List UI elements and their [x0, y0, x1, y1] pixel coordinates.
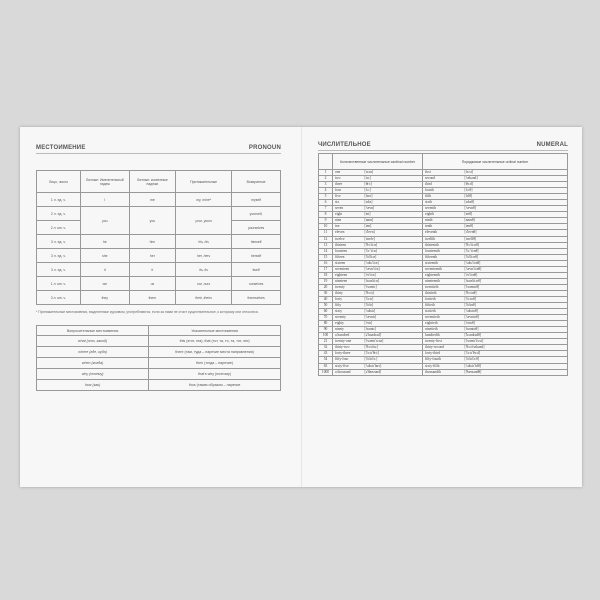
- table-row: [37, 369, 281, 380]
- cardinal-word-cell: twenty-one: [333, 339, 363, 345]
- table-row: [37, 358, 281, 369]
- ordinal-transcription-cell: ['fɔː'tiːnθ]: [463, 248, 568, 254]
- cardinal-word-cell: fifteen: [333, 254, 363, 260]
- ordinal-transcription-cell: [sɪksθ]: [463, 200, 568, 206]
- table-row: [37, 277, 281, 291]
- cardinal-transcription-cell: [naɪn]: [363, 218, 423, 224]
- number-cell: 43: [319, 351, 333, 357]
- nominative-cell: she: [80, 249, 129, 263]
- pronoun-table: [36, 170, 281, 305]
- number-cell: 3: [319, 182, 333, 188]
- ordinal-word-cell: fourteenth: [423, 248, 463, 254]
- cardinal-transcription-cell: [ə'θaʊzənd]: [363, 369, 423, 375]
- demonstrative-cell: then (тогда – наречие): [149, 358, 281, 369]
- ordinal-word-cell: third: [423, 182, 463, 188]
- table-row: [37, 249, 281, 263]
- number-cell: 90: [319, 327, 333, 333]
- cardinal-word-cell: a thousand: [333, 369, 363, 375]
- nominative-cell: we: [80, 277, 129, 291]
- table-row: [37, 235, 281, 249]
- person-cell: 3 л. ед. ч.: [37, 235, 81, 249]
- cardinal-transcription-cell: ['naɪntɪ]: [363, 327, 423, 333]
- ordinal-transcription-cell: ['sekənd]: [463, 176, 568, 182]
- oblique-cell: you: [129, 207, 175, 235]
- cardinal-word-cell: fourteen: [333, 248, 363, 254]
- notebook-spread: [20, 127, 582, 487]
- oblique-cell: her: [129, 249, 175, 263]
- ordinal-word-cell: first: [423, 170, 463, 176]
- ordinal-transcription-cell: ['θaʊzəndθ]: [463, 369, 568, 375]
- ordinal-word-cell: eighth: [423, 212, 463, 218]
- ordinal-word-cell: thirteenth: [423, 242, 463, 248]
- possessive-cell: their, theirs: [176, 291, 232, 305]
- nominative-cell: he: [80, 235, 129, 249]
- reflexive-cell: myself: [232, 193, 281, 207]
- cardinal-word-cell: eighteen: [333, 272, 363, 278]
- cardinal-word-cell: thirteen: [333, 242, 363, 248]
- cardinal-transcription-cell: [tuː]: [363, 176, 423, 182]
- ordinal-transcription-cell: ['sevntɪɪθ]: [463, 315, 568, 321]
- ordinal-transcription-cell: ['naɪntɪɪθ]: [463, 327, 568, 333]
- number-cell: 18: [319, 272, 333, 278]
- ordinal-word-cell: sixty-fifth: [423, 363, 463, 369]
- cardinal-word-cell: fifty: [333, 303, 363, 309]
- interrogative-cell: how (как): [37, 380, 149, 391]
- cardinal-word-cell: eighty: [333, 321, 363, 327]
- ordinal-transcription-cell: [tenθ]: [463, 224, 568, 230]
- number-cell: 5: [319, 194, 333, 200]
- cardinal-word-cell: four: [333, 188, 363, 194]
- cardinal-word-cell: twelve: [333, 236, 363, 242]
- table-row: [37, 263, 281, 277]
- header-person: Лицо, число: [37, 171, 81, 193]
- ordinal-transcription-cell: ['sɪkstɪ'fɪfθ]: [463, 363, 568, 369]
- ordinal-word-cell: fifty-fourth: [423, 357, 463, 363]
- cardinal-word-cell: sixty-five: [333, 363, 363, 369]
- cardinal-transcription-cell: ['fɔː'tiːn]: [363, 248, 423, 254]
- pronoun-heading: [36, 145, 281, 154]
- number-cell: 40: [319, 296, 333, 302]
- ordinal-word-cell: nineteenth: [423, 278, 463, 284]
- ordinal-word-cell: fifth: [423, 194, 463, 200]
- header-oblique: Личные: косвенные падежи: [129, 171, 175, 193]
- cardinal-word-cell: seventeen: [333, 266, 363, 272]
- number-cell: 100: [319, 333, 333, 339]
- cardinal-transcription-cell: [θriː]: [363, 182, 423, 188]
- ordinal-word-cell: thirtieth: [423, 290, 463, 296]
- cardinal-word-cell: ninety: [333, 327, 363, 333]
- ordinal-transcription-cell: [naɪnθ]: [463, 218, 568, 224]
- reflexive-cell: himself: [232, 235, 281, 249]
- demonstrative-cell: this (этот, эта); that (тот, та, то, та, тот, эти): [149, 336, 281, 347]
- ordinal-word-cell: twelfth: [423, 236, 463, 242]
- ordinal-transcription-cell: ['sɪks'tiːnθ]: [463, 260, 568, 266]
- number-cell: 12: [319, 236, 333, 242]
- possessive-cell: his, his: [176, 235, 232, 249]
- possessive-cell: my, mine*: [176, 193, 232, 207]
- cardinal-word-cell: twenty: [333, 284, 363, 290]
- number-cell: 54: [319, 357, 333, 363]
- cardinal-transcription-cell: [ɪ'levn]: [363, 230, 423, 236]
- number-cell: 60: [319, 309, 333, 315]
- cardinal-word-cell: six: [333, 200, 363, 206]
- cardinal-transcription-cell: [sɪks]: [363, 200, 423, 206]
- oblique-cell: it: [129, 263, 175, 277]
- cardinal-transcription-cell: ['twentɪ]: [363, 284, 423, 290]
- ordinal-word-cell: twentieth: [423, 284, 463, 290]
- cardinal-transcription-cell: ['fɔːtɪ]: [363, 296, 423, 302]
- person-cell: 3 л. ед. ч.: [37, 263, 81, 277]
- cardinal-transcription-cell: ['fɪf'tiːn]: [363, 254, 423, 260]
- cardinal-transcription-cell: ['eɪtɪ]: [363, 321, 423, 327]
- number-cell: 70: [319, 315, 333, 321]
- number-cell: 1000: [319, 369, 333, 375]
- number-cell: 16: [319, 260, 333, 266]
- cardinal-transcription-cell: ['fɔːtɪ'θriː]: [363, 351, 423, 357]
- reflexive-cell: itself: [232, 263, 281, 277]
- cardinal-transcription-cell: [fɔː]: [363, 188, 423, 194]
- ordinal-transcription-cell: [twelfθ]: [463, 236, 568, 242]
- number-cell: 80: [319, 321, 333, 327]
- table-row: [37, 291, 281, 305]
- demonstrative-cell: that's why (поэтому): [149, 369, 281, 380]
- number-cell: 32: [319, 345, 333, 351]
- ordinal-transcription-cell: ['sɪkstɪɪθ]: [463, 309, 568, 315]
- cardinal-transcription-cell: ['θɜː'tiːn]: [363, 242, 423, 248]
- ordinal-word-cell: thirty-second: [423, 345, 463, 351]
- number-cell: 21: [319, 339, 333, 345]
- header-nominative: Личные: Именительный падеж: [80, 171, 129, 193]
- ordinal-transcription-cell: [ɪ'levnθ]: [463, 230, 568, 236]
- number-cell: 8: [319, 212, 333, 218]
- table-row: [37, 193, 281, 207]
- person-cell: 3 л. мн. ч.: [37, 291, 81, 305]
- ordinal-word-cell: fourth: [423, 188, 463, 194]
- header-reflexive: Возвратные: [232, 171, 281, 193]
- ordinal-word-cell: seventeenth: [423, 266, 463, 272]
- numeral-title-en: NUMERAL: [536, 142, 568, 148]
- ordinal-transcription-cell: ['fɔːtɪɪθ]: [463, 296, 568, 302]
- cardinal-word-cell: sixty: [333, 309, 363, 315]
- ordinal-word-cell: twenty-first: [423, 339, 463, 345]
- ordinal-word-cell: sixtieth: [423, 309, 463, 315]
- cardinal-transcription-cell: ['naɪn'tiːn]: [363, 278, 423, 284]
- reflexive-cell: themselves: [232, 291, 281, 305]
- demonstrative-cell: there (там, туда – наречие места направления): [149, 347, 281, 358]
- reflexive-cell: herself: [232, 249, 281, 263]
- cardinal-transcription-cell: ['sɪkstɪ'faɪv]: [363, 363, 423, 369]
- person-cell: 1 л. ед. ч.: [37, 193, 81, 207]
- number-cell: 7: [319, 206, 333, 212]
- oblique-cell: us: [129, 277, 175, 291]
- ordinal-transcription-cell: [fɔːθ]: [463, 188, 568, 194]
- cardinal-transcription-cell: ['sɪkstɪ]: [363, 309, 423, 315]
- ordinal-transcription-cell: ['naɪn'tiːnθ]: [463, 278, 568, 284]
- cardinal-word-cell: two: [333, 176, 363, 182]
- number-cell: 30: [319, 290, 333, 296]
- cardinal-transcription-cell: ['θɜːtɪ'tuː]: [363, 345, 423, 351]
- ordinal-word-cell: hundredth: [423, 333, 463, 339]
- numeral-title-ru: ЧИСЛИТЕЛЬНОЕ: [318, 142, 371, 148]
- question-header-row: [37, 326, 281, 336]
- ordinal-transcription-cell: ['fɪftɪɪθ]: [463, 303, 568, 309]
- ordinal-word-cell: fortieth: [423, 296, 463, 302]
- cardinal-word-cell: forty-three: [333, 351, 363, 357]
- cardinal-word-cell: nineteen: [333, 278, 363, 284]
- number-cell: 14: [319, 248, 333, 254]
- ordinal-word-cell: ninetieth: [423, 327, 463, 333]
- ordinal-transcription-cell: ['twentɪɪθ]: [463, 284, 568, 290]
- cardinal-transcription-cell: [twelv]: [363, 236, 423, 242]
- numeral-table-body: [319, 170, 568, 376]
- reflexive-cell: yourselves: [232, 221, 281, 235]
- cardinal-word-cell: one: [333, 170, 363, 176]
- cardinal-word-cell: a hundred: [333, 333, 363, 339]
- reflexive-cell: ourselves: [232, 277, 281, 291]
- oblique-cell: me: [129, 193, 175, 207]
- ordinal-transcription-cell: ['fɪftɪ'fɔːθ]: [463, 357, 568, 363]
- number-cell: 6: [319, 200, 333, 206]
- nominative-cell: they: [80, 291, 129, 305]
- ordinal-word-cell: forty-third: [423, 351, 463, 357]
- numeral-table: [318, 153, 568, 376]
- person-cell: 1 л. мн. ч.: [37, 277, 81, 291]
- ordinal-transcription-cell: ['eɪ'tiːnθ]: [463, 272, 568, 278]
- ordinal-transcription-cell: [eɪtθ]: [463, 212, 568, 218]
- cardinal-transcription-cell: [ten]: [363, 224, 423, 230]
- table-row: [37, 380, 281, 391]
- header-possessive: Притяжательные: [176, 171, 232, 193]
- possessive-cell: her, hers: [176, 249, 232, 263]
- cardinal-transcription-cell: ['sevn'tiːn]: [363, 266, 423, 272]
- header-cardinal: Количественные числительные cardinal number: [333, 154, 423, 170]
- ordinal-word-cell: fifteenth: [423, 254, 463, 260]
- header-number: [319, 154, 333, 170]
- right-page: [318, 142, 568, 376]
- number-cell: 2: [319, 176, 333, 182]
- demonstrative-cell: thus (таким образом – наречие: [149, 380, 281, 391]
- interrogative-cell: where (где, куда): [37, 347, 149, 358]
- cardinal-transcription-cell: ['sevn]: [363, 206, 423, 212]
- number-cell: 9: [319, 218, 333, 224]
- ordinal-transcription-cell: ['eɪtɪɪθ]: [463, 321, 568, 327]
- number-cell: 17: [319, 266, 333, 272]
- cardinal-word-cell: nine: [333, 218, 363, 224]
- number-cell: 10: [319, 224, 333, 230]
- reflexive-cell: yourself,: [232, 207, 281, 221]
- cardinal-word-cell: fifty-four: [333, 357, 363, 363]
- question-demonstrative-table: [36, 325, 281, 391]
- ordinal-transcription-cell: ['twentɪ'fɜːst]: [463, 339, 568, 345]
- pronoun-title-ru: МЕСТОИМЕНИЕ: [36, 145, 86, 151]
- cardinal-transcription-cell: ['sɪks'tiːn]: [363, 260, 423, 266]
- ordinal-transcription-cell: ['θɜː'tiːnθ]: [463, 242, 568, 248]
- number-cell: 19: [319, 278, 333, 284]
- cardinal-transcription-cell: [eɪt]: [363, 212, 423, 218]
- person-cell: 2 л. мн. ч.: [37, 221, 81, 235]
- numeral-heading: [318, 142, 568, 151]
- cardinal-transcription-cell: [ə'hʌndrəd]: [363, 333, 423, 339]
- header-interrogative: Вопросительные местоимения: [37, 326, 149, 336]
- cardinal-word-cell: seventy: [333, 315, 363, 321]
- cardinal-transcription-cell: ['eɪ'tiːn]: [363, 272, 423, 278]
- number-cell: 13: [319, 242, 333, 248]
- cardinal-transcription-cell: ['twentɪ'wʌn]: [363, 339, 423, 345]
- cardinal-word-cell: forty: [333, 296, 363, 302]
- possessive-cell: your, yours: [176, 207, 232, 235]
- ordinal-transcription-cell: ['θɜːtɪ'sekənd]: [463, 345, 568, 351]
- left-page: [36, 145, 281, 391]
- cardinal-word-cell: thirty: [333, 290, 363, 296]
- ordinal-transcription-cell: [fɪfθ]: [463, 194, 568, 200]
- ordinal-word-cell: second: [423, 176, 463, 182]
- cardinal-word-cell: five: [333, 194, 363, 200]
- ordinal-transcription-cell: ['fɔːtɪ'θɜːd]: [463, 351, 568, 357]
- possessive-cell: our, ours: [176, 277, 232, 291]
- cardinal-word-cell: ten: [333, 224, 363, 230]
- possessive-cell: its, its: [176, 263, 232, 277]
- interrogative-cell: what (что, какой): [37, 336, 149, 347]
- pronoun-header-row: [37, 171, 281, 193]
- ordinal-word-cell: seventieth: [423, 315, 463, 321]
- cardinal-transcription-cell: ['fɪftɪ]: [363, 303, 423, 309]
- person-cell: 3 л. ед. ч.: [37, 249, 81, 263]
- cardinal-word-cell: thirty-two: [333, 345, 363, 351]
- number-cell: 65: [319, 363, 333, 369]
- ordinal-transcription-cell: ['sevn'tiːnθ]: [463, 266, 568, 272]
- ordinal-word-cell: tenth: [423, 224, 463, 230]
- ordinal-word-cell: fiftieth: [423, 303, 463, 309]
- ordinal-word-cell: sixteenth: [423, 260, 463, 266]
- header-demonstrative: Указательные местоимения: [149, 326, 281, 336]
- numeral-header-row: [319, 154, 568, 170]
- number-cell: 1: [319, 170, 333, 176]
- pronoun-title-en: PRONOUN: [248, 145, 281, 151]
- cardinal-transcription-cell: [wʌn]: [363, 170, 423, 176]
- cardinal-word-cell: seven: [333, 206, 363, 212]
- oblique-cell: him: [129, 235, 175, 249]
- table-row: [319, 369, 568, 375]
- ordinal-word-cell: thousandth: [423, 369, 463, 375]
- cardinal-word-cell: eight: [333, 212, 363, 218]
- ordinal-transcription-cell: ['θɜːtɪɪθ]: [463, 290, 568, 296]
- page-gutter: [301, 127, 302, 487]
- ordinal-transcription-cell: [fɜːst]: [463, 170, 568, 176]
- cardinal-word-cell: three: [333, 182, 363, 188]
- number-cell: 11: [319, 230, 333, 236]
- ordinal-word-cell: ninth: [423, 218, 463, 224]
- ordinal-word-cell: sixth: [423, 200, 463, 206]
- header-ordinal: Порядковые числительные ordinal number: [423, 154, 568, 170]
- number-cell: 15: [319, 254, 333, 260]
- cardinal-word-cell: eleven: [333, 230, 363, 236]
- nominative-cell: I: [80, 193, 129, 207]
- ordinal-word-cell: eleventh: [423, 230, 463, 236]
- ordinal-word-cell: eighteenth: [423, 272, 463, 278]
- person-cell: 2 л. ед. ч.: [37, 207, 81, 221]
- cardinal-word-cell: sixteen: [333, 260, 363, 266]
- ordinal-transcription-cell: ['fɪf'tiːnθ]: [463, 254, 568, 260]
- cardinal-transcription-cell: ['fɪftɪ'fɔː]: [363, 357, 423, 363]
- number-cell: 4: [319, 188, 333, 194]
- ordinal-word-cell: seventh: [423, 206, 463, 212]
- number-cell: 20: [319, 284, 333, 290]
- cardinal-transcription-cell: ['θɜːtɪ]: [363, 290, 423, 296]
- nominative-cell: you: [80, 207, 129, 235]
- ordinal-transcription-cell: ['sevnθ]: [463, 206, 568, 212]
- cardinal-transcription-cell: ['sevntɪ]: [363, 315, 423, 321]
- cardinal-transcription-cell: [faɪv]: [363, 194, 423, 200]
- nominative-cell: it: [80, 263, 129, 277]
- ordinal-transcription-cell: [θɜːd]: [463, 182, 568, 188]
- ordinal-word-cell: eightieth: [423, 321, 463, 327]
- table-row: [37, 347, 281, 358]
- table-row: [37, 336, 281, 347]
- possessive-footnote: * Притяжательные местоимения, выделенные курсивом, употребляются, если за ними не стоит существительное, к которому они относятся.: [36, 310, 259, 314]
- table-row: [37, 207, 281, 221]
- ordinal-transcription-cell: ['hʌndrədθ]: [463, 333, 568, 339]
- number-cell: 50: [319, 303, 333, 309]
- oblique-cell: them: [129, 291, 175, 305]
- interrogative-cell: when (когда): [37, 358, 149, 369]
- interrogative-cell: why (почему): [37, 369, 149, 380]
